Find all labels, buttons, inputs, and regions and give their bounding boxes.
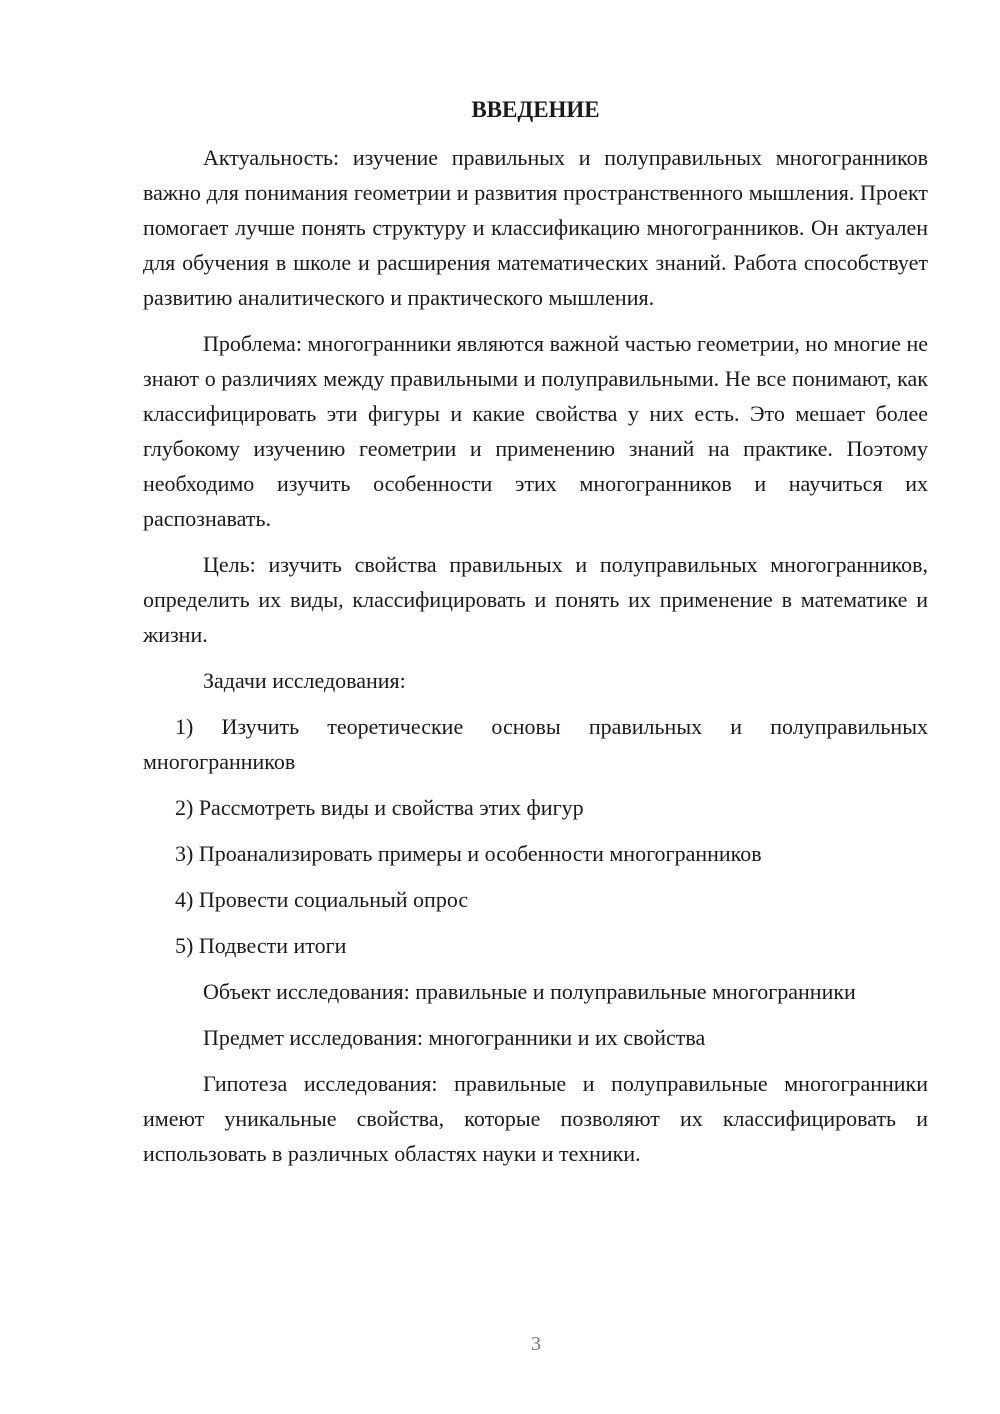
task-item-1: 1) Изучить теоретические основы правильных и полуправильных многогранников [143, 714, 928, 774]
page-number: 3 [531, 1333, 541, 1355]
problem-paragraph: Проблема: многогранники являются важной частью геометрии, но многие не знают о различиях между правильными и полуправильными. Не все понимают, как классифицировать эти фигуры и какие свойства у них есть. Это мешает более глубокому изучению геометрии и применению знаний на практике. Поэтому необходимо изучить особенности этих многогранников и научиться их распознавать. [143, 331, 928, 531]
hypothesis-paragraph: Гипотеза исследования: правильные и полуправильные многогранники имеют уникальные свойства, которые позволяют их классифицировать и использовать в различных областях науки и техники. [143, 1071, 928, 1166]
task-item-3: 3) Проанализировать примеры и особенности многогранников [175, 841, 762, 866]
object-paragraph: Объект исследования: правильные и полуправильные многогранники [203, 979, 856, 1004]
tasks-heading: Задачи исследования: [203, 668, 406, 693]
document-title: ВВЕДЕНИЕ [471, 97, 600, 122]
document-page [143, 92, 928, 1182]
goal-paragraph: Цель: изучить свойства правильных и полуправильных многогранников, определить их виды, классифицировать и понять их применение в математике и жизни. [143, 552, 928, 647]
task-item-2: 2) Рассмотреть виды и свойства этих фигур [175, 795, 584, 820]
task-item-4: 4) Провести социальный опрос [175, 887, 469, 912]
relevance-paragraph: Актуальность: изучение правильных и полуправильных многогранников важно для понимания геометрии и развития пространственного мышления. Проект помогает лучше понять структуру и классификацию многогранников. Он актуален для обучения в школе и расширения математических знаний. Работа способствует развитию аналитического и практического мышления. [143, 145, 928, 310]
task-item-5: 5) Подвести итоги [175, 933, 347, 958]
subject-paragraph: Предмет исследования: многогранники и их свойства [203, 1025, 706, 1050]
tasks-list [143, 709, 928, 963]
